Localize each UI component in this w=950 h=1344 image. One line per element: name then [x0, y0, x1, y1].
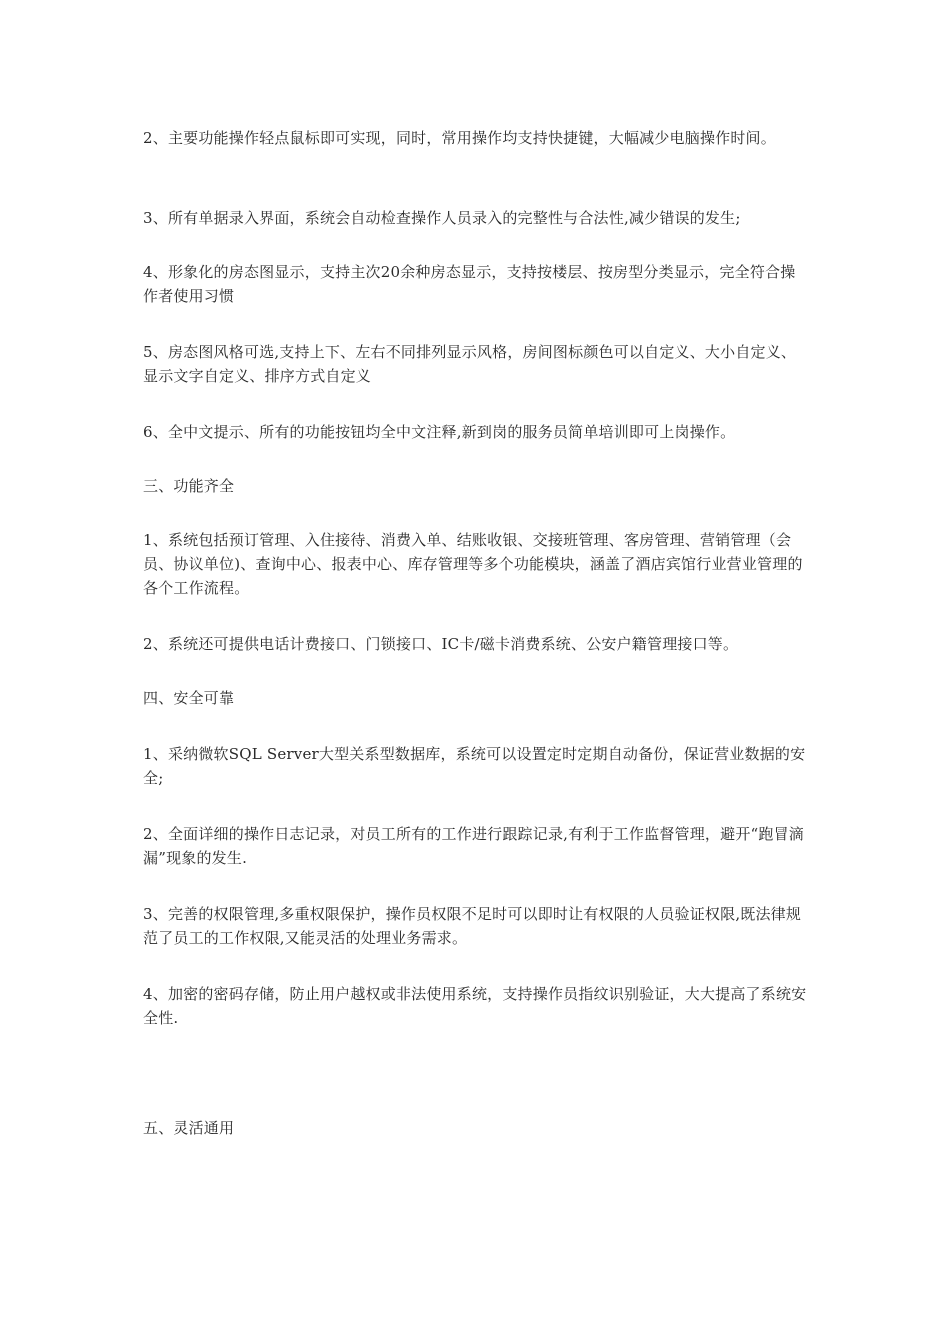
paragraph-room-status-display: 4、形象化的房态图显示，支持主次20余种房态显示，支持按楼层、按房型分类显示，完全符合操作者使用习惯 [143, 263, 796, 305]
paragraph-password-storage: 4、加密的密码存储，防止用户越权或非法使用系统，支持操作员指纹识别验证，大大提高了系统安全性. [143, 985, 807, 1027]
section-heading-features: 三、功能齐全 [143, 477, 235, 495]
paragraph-operation-log: 2、全面详细的操作日志记录，对员工所有的工作进行跟踪记录,有利于工作监督管理，避开“跑冒滴漏”现象的发生. [143, 825, 804, 867]
paragraph-modules: 1、系统包括预订管理、入住接待、消费入单、结账收银、交接班管理、客房管理、营销管理（会员、协议单位)、查询中心、报表中心、库存管理等多个功能模块，涵盖了酒店宾馆行业营业管理的各个工作流程。 [143, 531, 803, 597]
paragraph-chinese-prompts: 6、全中文提示、所有的功能按钮均全中文注释,新到岗的服务员简单培训即可上岗操作。 [143, 423, 736, 441]
paragraph-input-validation: 3、所有单据录入界面，系统会自动检查操作人员录入的完整性与合法性,减少错误的发生; [143, 209, 741, 227]
paragraph-database-backup: 1、采纳微软SQL Server大型关系型数据库，系统可以设置定时定期自动备份，保证营业数据的安全; [143, 745, 806, 787]
section-heading-flexible: 五、灵活通用 [143, 1119, 235, 1137]
section-heading-security: 四、安全可靠 [143, 689, 235, 707]
paragraph-room-status-style: 5、房态图风格可选,支持上下、左右不同排列显示风格，房间图标颜色可以自定义、大小自定义、显示文字自定义、排序方式自定义 [143, 343, 797, 385]
paragraph-interfaces: 2、系统还可提供电话计费接口、门锁接口、IC卡/磁卡消费系统、公安户籍管理接口等。 [143, 635, 739, 653]
paragraph-permissions: 3、完善的权限管理,多重权限保护，操作员权限不足时可以即时让有权限的人员验证权限,既法律规范了员工的工作权限,又能灵活的处理业务需求。 [143, 905, 802, 947]
paragraph-shortcuts: 2、主要功能操作轻点鼠标即可实现，同时，常用操作均支持快捷键，大幅减少电脑操作时间。 [143, 129, 776, 147]
